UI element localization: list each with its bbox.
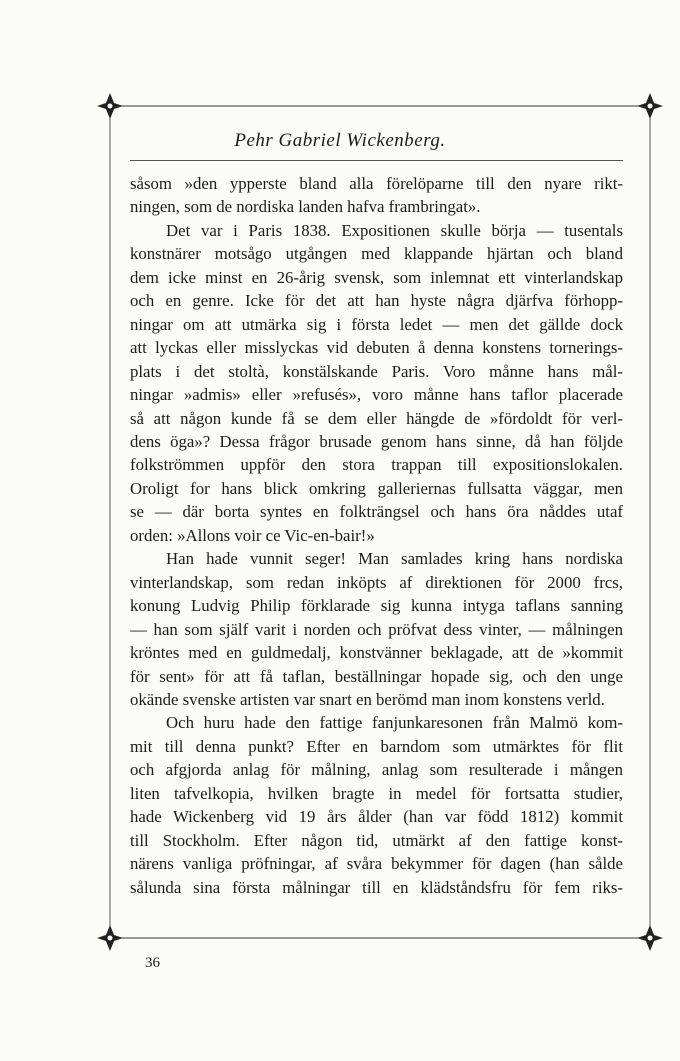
text-line: och en genre. Icke för det att han hyste några djärfva förhopp- xyxy=(130,291,623,311)
text-line: Oroligt for hans blick omkring galleriernas fullsatta väggar, men xyxy=(130,478,623,498)
text-line: dem icke minst en 26-årig svensk, som inlemnat ett vinterlandskap xyxy=(130,267,623,287)
text-line: ningar »admis» eller »refusés», voro månne hans taflor placerade xyxy=(130,385,623,405)
text-line: okände svenske artisten var snart en berömd man inom konstens verld. xyxy=(130,689,605,709)
paragraph xyxy=(130,219,623,547)
text-line: folkströmmen uppför den stora trappan till expositionslokalen. xyxy=(130,455,623,475)
text-line: närens vanliga pröfningar, af svåra bekymmer för dagen (han sålde xyxy=(130,854,623,874)
text-line: så att någon kunde få se dem eller hängde de »fördoldt för verl- xyxy=(130,408,623,428)
text-line: konstnärer motsågo utgången med klappande hjärtan och bland xyxy=(130,244,623,264)
text-line: vinterlandskap, som redan inköpts af direktionen för 2000 frcs, xyxy=(130,572,623,592)
text-line: kröntes med en guldmedalj, konstvänner beklagade, att de »kommit xyxy=(130,643,623,663)
text-line: ningen, som de nordiska landen hafva frambringat». xyxy=(130,197,481,217)
corner-ornament-icon xyxy=(97,93,123,119)
text-line: Det var i Paris 1838. Expositionen skulle börja — tusentals xyxy=(166,220,623,240)
text-line: konung Ludvig Philip förklarade sig kunna intyga taflans sanning xyxy=(130,596,623,616)
text-line: att lyckas eller misslyckas vid debuten å denna konstens tornerings- xyxy=(130,338,623,358)
corner-ornament-icon xyxy=(637,925,663,951)
text-line: mit till denna punkt? Efter en barndom som utmärktes för flit xyxy=(130,736,623,756)
text-line: Och huru hade den fattige fanjunkaresonen från Malmö kom- xyxy=(166,713,623,733)
corner-ornament-icon xyxy=(97,925,123,951)
text-line: liten tafvelkopia, hvilken bragte in medel för fortsatta studier, xyxy=(130,783,623,803)
text-line: plats i det stoltà, konstälskande Paris. Voro månne hans mål- xyxy=(130,361,623,381)
corner-ornament-icon xyxy=(637,93,663,119)
text-line: till Stockholm. Efter någon tid, utmärkt af den fattige konst- xyxy=(130,830,623,850)
text-line: se — där borta syntes en folkträngsel och hans öra nåddes utaf xyxy=(130,502,623,522)
text-line: — han som själf varit i norden och pröfvat dess vinter, — målningen xyxy=(130,619,623,639)
text-line: orden: »Allons voir ce Vic-en-bair!» xyxy=(130,525,375,545)
text-line: hade Wickenberg vid 19 års ålder (han var född 1812) kommit xyxy=(130,807,623,827)
paragraph xyxy=(130,711,623,899)
text-line: Han hade vunnit seger! Man samlades kring hans nordiska xyxy=(166,549,623,569)
text-line: såsom »den ypperste bland alla förelöparne till den nyare rikt- xyxy=(130,174,623,193)
header-rule xyxy=(130,160,623,161)
paragraph xyxy=(130,547,623,711)
text-line: ningar om att utmärka sig i första ledet — men det gällde dock xyxy=(130,314,623,334)
text-line: sålunda sina första målningar till en klädståndsfru för fem riks- xyxy=(130,877,623,897)
text-line: och afgjorda anlag för målning, anlag som resulterade i mången xyxy=(130,760,623,780)
paragraph xyxy=(130,172,623,219)
text-line: dens öga»? Dessa frågor brusade genom hans sinne, då han följde xyxy=(130,431,623,451)
running-head: Pehr Gabriel Wickenberg. xyxy=(234,130,446,151)
text-line: för sent» för att få taflan, beställningar hopade sig, och den unge xyxy=(130,666,623,686)
body-text xyxy=(130,172,623,899)
page-number: 36 xyxy=(145,955,160,971)
